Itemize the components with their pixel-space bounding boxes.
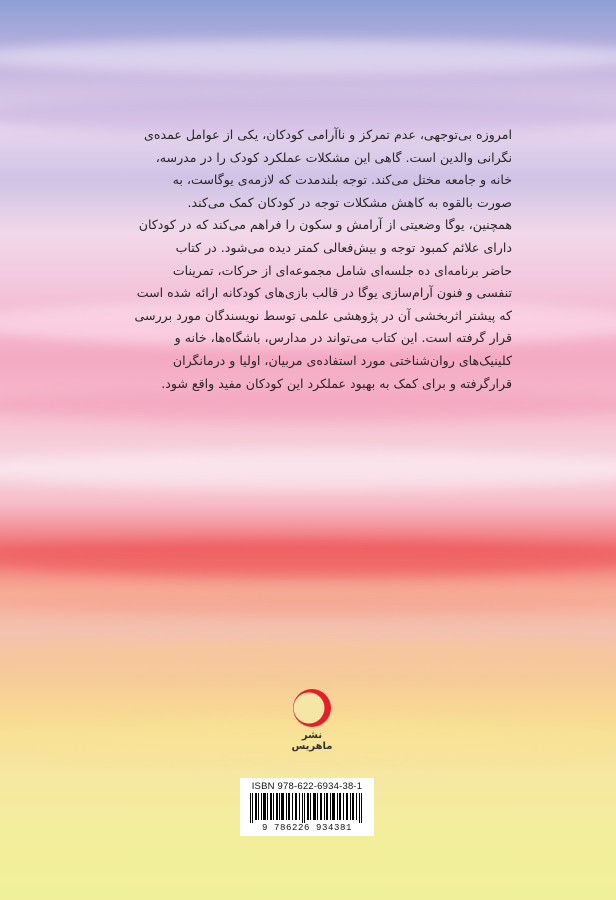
description-line: صورت بالقوه به کاهش مشکلات توجه در کودکان کمک می‌کند. — [187, 194, 512, 210]
description-line: نگرانی والدین است. گاهی این مشکلات عملکرد کودک را در مدرسه، — [155, 149, 512, 165]
description-line: همچنین، یوگا وضعیتی از آرامش و سکون را فراهم می‌کند که در کودکان — [138, 217, 512, 233]
description-line: تنفسی و فنون آرام‌سازی یوگا در قالب بازی‌های کودکانه ارائه شده است — [136, 285, 512, 301]
watercolor-band — [0, 40, 616, 74]
isbn-label: ISBN 978-622-6934-38-1 — [251, 781, 363, 792]
publisher-logo — [284, 686, 340, 752]
barcode-digits: 9 786226 934381 — [261, 823, 352, 833]
watercolor-band — [0, 640, 616, 674]
watercolor-band — [0, 450, 616, 490]
barcode-bars — [248, 793, 366, 823]
isbn-barcode — [240, 778, 374, 836]
description-line: خانه و جامعه مختل می‌کند. توجه بلندمدت که لازمه‌ی یوگاست، به — [172, 172, 512, 188]
description-line: حاضر برنامه‌ای ده جلسه‌ای شامل مجموعه‌ای از حرکات، تمرینات — [172, 262, 512, 278]
description-line: امروزه بی‌توجهی، عدم تمرکز و ناآرامی کودکان، یکی از عوامل عمده‌ی — [144, 127, 512, 142]
description-line: قرارگرفته و برای کمک به بهبود عملکرد این کودکان مفید واقع شود. — [161, 375, 512, 391]
description-line: قرار گرفته است. این کتاب می‌تواند در مدارس، باشگاه‌ها، خانه و — [174, 330, 512, 346]
crescent-circle-logo-icon — [284, 686, 340, 730]
publisher-name: نشر ماهریس — [291, 730, 333, 752]
watercolor-band — [0, 590, 616, 614]
back-cover-description — [118, 124, 512, 395]
description-line: که پیشتر اثربخشی آن در پژوهشی علمی توسط نویسندگان مورد بررسی — [134, 307, 512, 323]
watercolor-band — [0, 540, 616, 576]
description-line: دارای علائم کمبود توجه و بیش‌فعالی کمتر دیده می‌شود. در کتاب — [175, 239, 512, 255]
description-line: کلینیک‌های روان‌شناختی مورد استفاده‌ی مربیان، اولیا و درمانگران — [172, 352, 512, 368]
